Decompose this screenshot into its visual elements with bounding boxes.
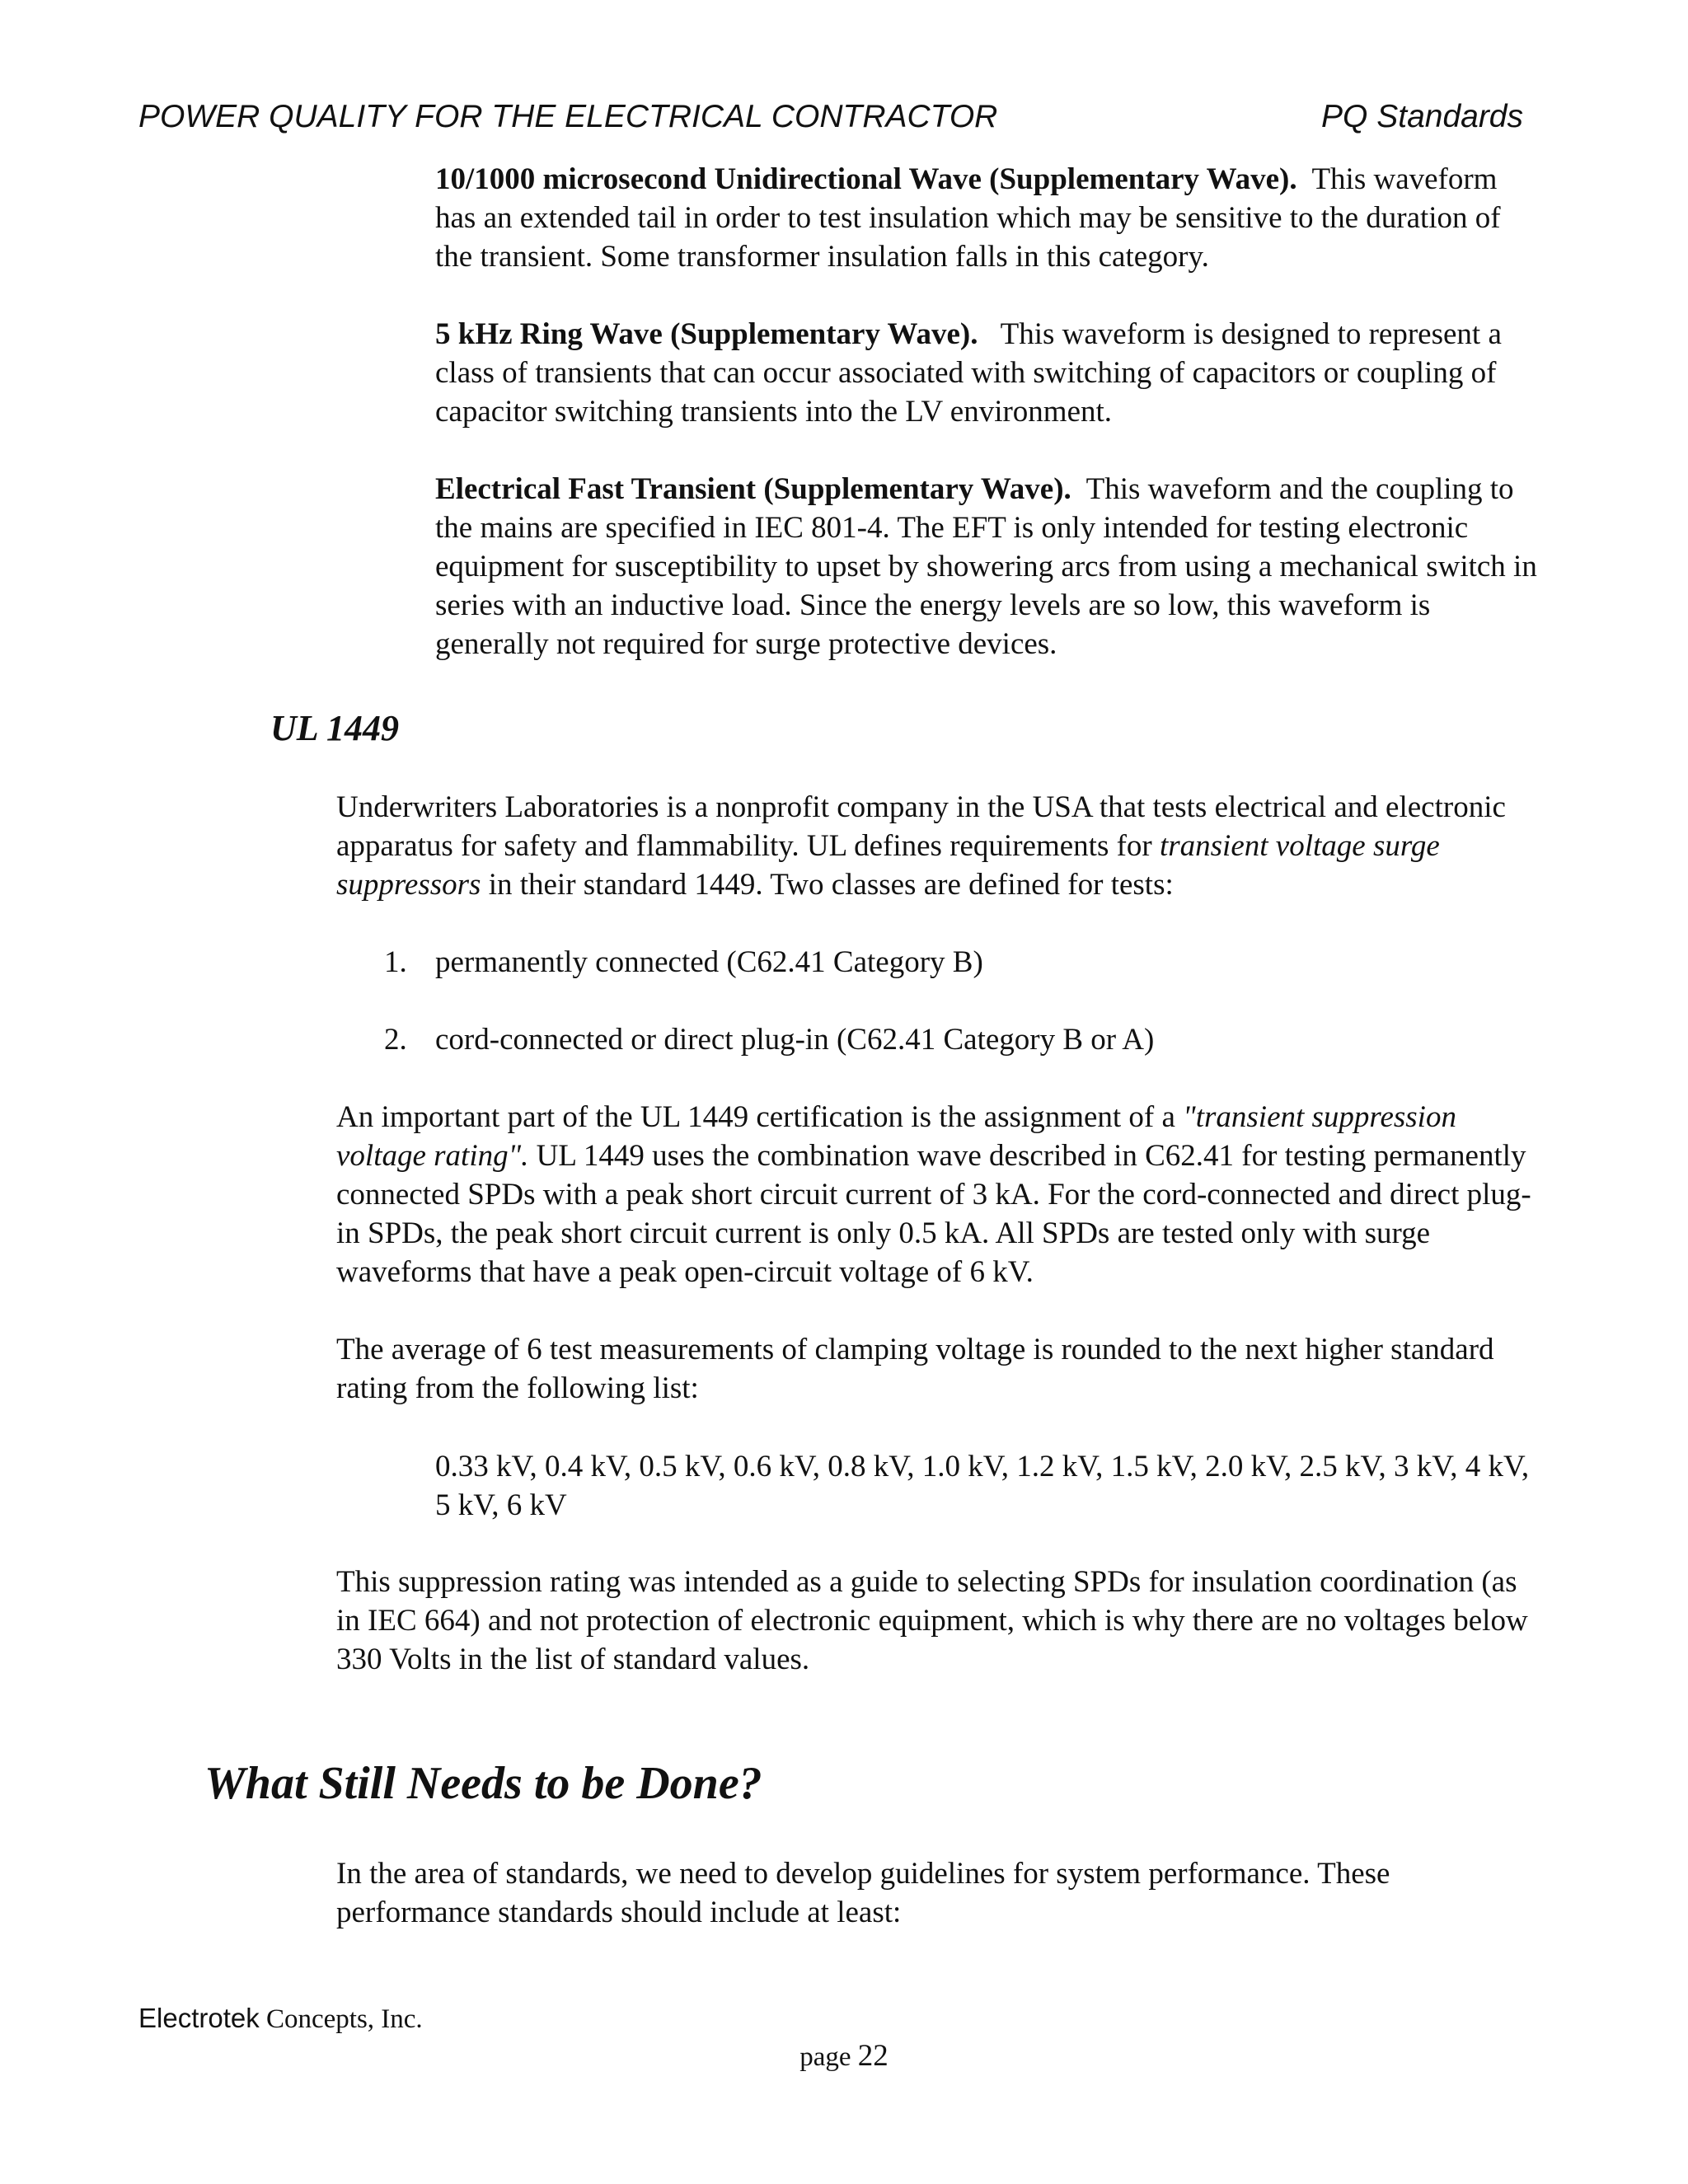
ul-suppression-paragraph: This suppression rating was intended as a guide to selecting SPDs for insulation coordination (as in IEC 664) and not protection of electronic equipment, which is why there are no voltages below 330 Volts in the list of standard values. (336, 1565, 1528, 1676)
list-item (384, 943, 1538, 982)
section-heading-ul1449: UL 1449 (270, 708, 400, 748)
ul-intro-paragraph (336, 788, 1540, 904)
list-text: cord-connected or direct plug-in (C62.41 Category B or A) (435, 1023, 1155, 1057)
ul-average-paragraph: The average of 6 test measurements of clamping voltage is rounded to the next higher standard rating from the following list: (336, 1333, 1494, 1405)
header-section: PQ Standards (1321, 99, 1523, 134)
wave-paragraph-eft (435, 470, 1540, 663)
ul-intro-emphasis: transient voltage surge suppressors (336, 829, 1440, 902)
wave-description: This waveform and the coupling to the mains are specified in IEC 801-4. The EFT is only intended for testing electronic equipment for susceptibility to upset by showering arcs from using a mechanical switch in series with an inductive load. Since the energy levels are so low, this waveform is generally not required for surge protective devices. (435, 472, 1537, 661)
list-number: 2. (384, 1023, 407, 1057)
section-heading-what-still-needs: What Still Needs to be Done? (204, 1758, 762, 1809)
todo-paragraph: In the area of standards, we need to develop guidelines for system performance. These performance standards should include at least: (336, 1857, 1390, 1929)
wave-title: 10/1000 microsecond Unidirectional Wave (Supplementary Wave). (435, 162, 1297, 196)
running-header (138, 97, 1523, 137)
wave-description: This waveform is designed to represent a class of transients that can occur associated with switching of capacitors or coupling of capacitor switching transients into the LV environment. (435, 317, 1502, 429)
wave-title: Electrical Fast Transient (Supplementary Wave). (435, 472, 1071, 506)
page-number (0, 2039, 1688, 2074)
ul-ratings-list: 0.33 kV, 0.4 kV, 0.5 kV, 0.6 kV, 0.8 kV, 1.0 kV, 1.2 kV, 1.5 kV, 2.0 kV, 2.5 kV, 3 kV, 4 kV, 5 kV, 6 kV (435, 1450, 1530, 1522)
list-text: permanently connected (C62.41 Category B) (435, 945, 983, 979)
footer-company (138, 2001, 423, 2036)
cert-text: An important part of the UL 1449 certification is the assignment of a (336, 1100, 1184, 1134)
cert-emphasis: "transient suppression voltage rating". (336, 1100, 1456, 1173)
page-label: page (799, 2042, 858, 2072)
footer-company-rest: Concepts, Inc. (259, 2004, 423, 2034)
wave-paragraph-10-1000 (435, 160, 1540, 276)
list-number: 1. (384, 945, 407, 979)
ul-intro-text: Underwriters Laboratories is a nonprofit company in the USA that tests electrical and electronic apparatus for safety and flammability. UL defines requirements for (336, 790, 1506, 863)
wave-description: This waveform has an extended tail in order to test insulation which may be sensitive to the duration of the transient. Some transformer insulation falls in this category. (435, 162, 1501, 274)
ul-intro-text-end: in their standard 1449. Two classes are defined for tests: (481, 868, 1174, 902)
footer-brand: Electrotek (138, 2003, 260, 2033)
cert-text-end: UL 1449 uses the combination wave described in C62.41 for testing permanently connected SPDs with a peak short circuit current of 3 kA. For the cord-connected and direct plug-in SPDs, the peak short circuit current is only 0.5 kA. All SPDs are tested only with surge waveforms that have a peak open-circuit voltage of 6 kV. (336, 1139, 1531, 1289)
wave-title: 5 kHz Ring Wave (Supplementary Wave). (435, 317, 978, 351)
ul-certification-paragraph (336, 1098, 1540, 1291)
wave-paragraph-ring-wave (435, 315, 1540, 431)
header-title: POWER QUALITY FOR THE ELECTRICAL CONTRACTOR (138, 99, 998, 134)
list-item (384, 1020, 1538, 1059)
page-number-value: 22 (857, 2039, 889, 2073)
